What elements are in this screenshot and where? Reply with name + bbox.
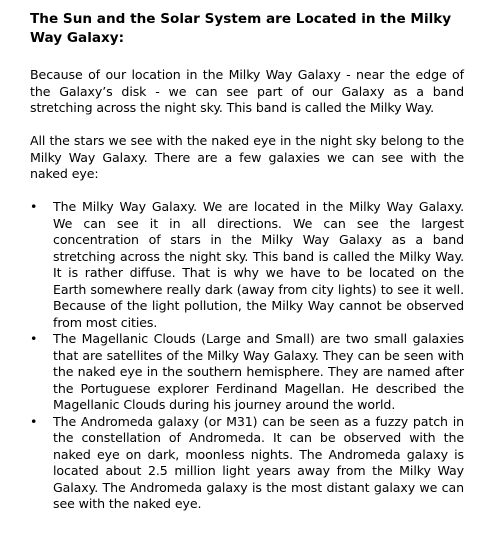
list-item-andromeda	[30, 414, 464, 513]
bullet-icon: •	[30, 331, 38, 346]
document-body	[30, 10, 464, 513]
page-heading: The Sun and the Solar System are Located in the Milky Way Galaxy:	[30, 11, 452, 46]
bullet-icon: •	[30, 413, 38, 429]
bullet-icon: •	[30, 199, 38, 214]
galaxy-list	[30, 199, 464, 513]
list-item-milky-way	[30, 199, 464, 331]
list-item-text: The Andromeda galaxy (or M31) can be seen as a fuzzy patch in the constellation of Andromeda. It can be observed with the naked eye on dark, moonless nights. The Andromeda galaxy is located about 2.5 million light years away from the Milky Way Galaxy. The Andromeda galaxy is the most distant galaxy we can see with the naked eye.	[53, 413, 464, 511]
list-item-magellanic-clouds	[30, 331, 464, 414]
list-item-text: The Milky Way Galaxy. We are located in the Milky Way Galaxy. We can see it in all directions. We can see the largest concentration of stars in the Milky Way Galaxy as a band stretching across the night sky. This band is called the Milky Way. It is rather diffuse. That is why we have to be located on the Earth somewhere really dark (away from city lights) to see it well. Because of the light pollution, the Milky Way cannot be observed from most cities.	[53, 199, 464, 330]
paragraph-location: Because of our location in the Milky Way Galaxy - near the edge of the Galaxy’s disk - we can see part of our Galaxy as a band stretching across the night sky. This band is called the Milky Way.	[30, 67, 464, 115]
list-item-text: The Magellanic Clouds (Large and Small) are two small galaxies that are satellites of the Milky Way Galaxy. They can be seen with the naked eye in the southern hemisphere. They are named after the Portuguese explorer Ferdinand Magellan. He described the Magellanic Clouds during his journey around the world.	[53, 331, 464, 412]
paragraph-naked-eye: All the stars we see with the naked eye in the night sky belong to the Milky Way Galaxy. There are a few galaxies we can see with the naked eye:	[30, 133, 464, 181]
